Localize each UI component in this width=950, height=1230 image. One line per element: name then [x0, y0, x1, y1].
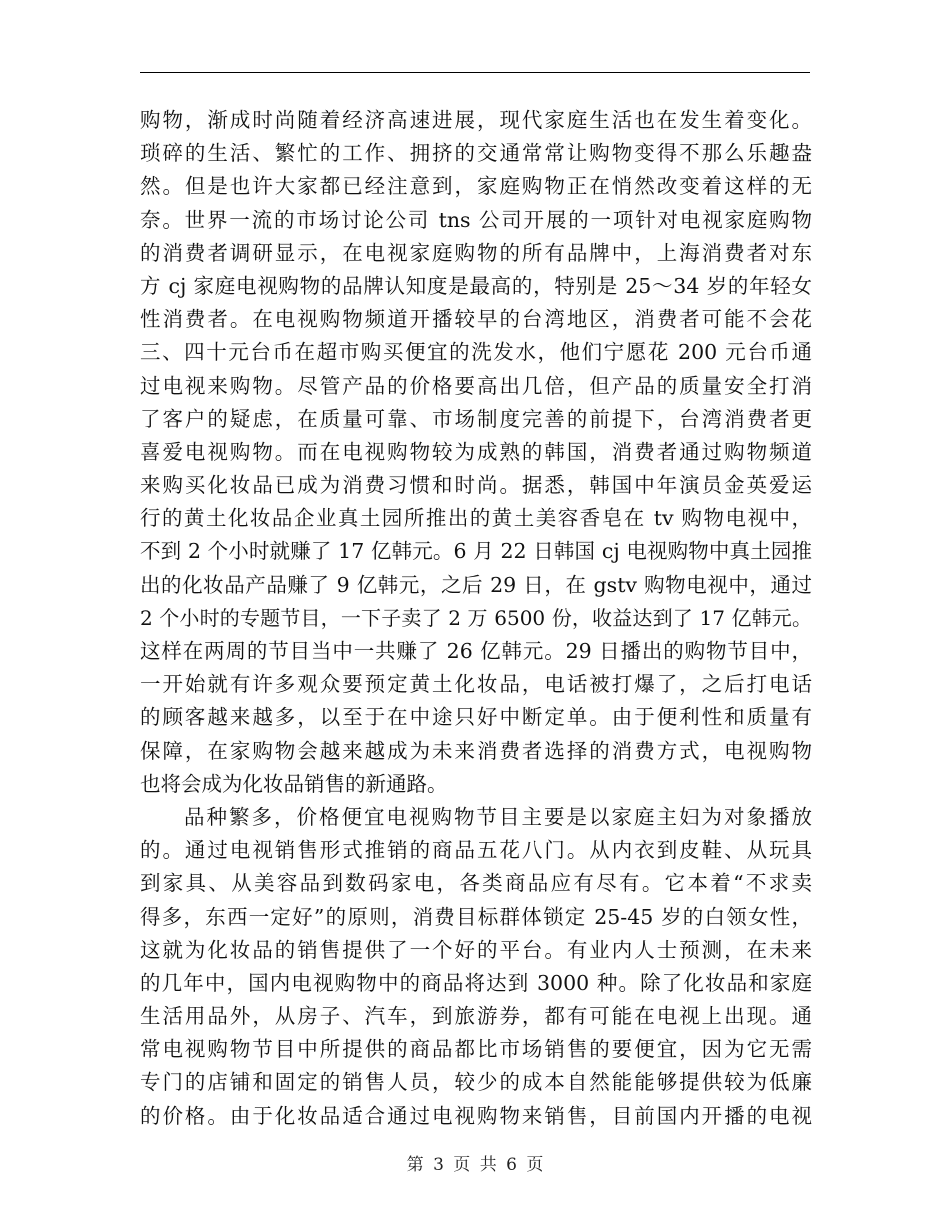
text-line-17: 这样在两周的节目当中一共赚了 26 亿韩元。29 日播出的购物节目中，: [140, 639, 812, 663]
text-line-25: 得多，东西一定好”的原则，消费目标群体锁定 25-45 岁的白领女性，: [140, 904, 812, 929]
text-line-16: 2 个小时的专题节目，一下子卖了 2 万 6500 份，收益达到了 17 亿韩元。: [140, 605, 812, 630]
document-body: [140, 104, 812, 1133]
text-line-2: 琐碎的生活、繁忙的工作、拥挤的交通常常让购物变得不那么乐趣盎: [140, 141, 812, 166]
text-line-15: 出的化妆品产品赚了 9 亿韩元，之后 29 日，在 gstv 购物电视中，通过: [140, 572, 812, 597]
text-line-11: 喜爱电视购物。而在电视购物较为成熟的韩国，消费者通过购物频道: [140, 439, 812, 464]
text-line-7: 性消费者。在电视购物频道开播较早的台湾地区，消费者可能不会花: [140, 307, 812, 332]
text-line-23: 的。通过电视销售形式推销的商品五花八门。从内衣到皮鞋、从玩具: [140, 838, 812, 863]
text-line-3: 然。但是也许大家都已经注意到，家庭购物正在悄然改变着这样的无: [140, 174, 812, 199]
text-line-21: 也将会成为化妆品销售的新通路。: [140, 771, 448, 796]
text-line-5: 的消费者调研显示，在电视家庭购物的所有品牌中，上海消费者对东: [140, 240, 812, 265]
text-line-30: 专门的店铺和固定的销售人员，较少的成本自然能能够提供较为低廉: [140, 1070, 812, 1095]
text-line-22: 品种繁多，价格便宜电视购物节目主要是以家庭主妇为对象播放: [184, 804, 812, 829]
text-line-26: 这就为化妆品的销售提供了一个好的平台。有业内人士预测，在未来: [140, 937, 812, 962]
text-line-19: 的顾客越来越多，以至于在中途只好中断定单。由于便利性和质量有: [140, 705, 812, 730]
page-number-footer: 第 3 页 共 6 页: [406, 1155, 544, 1175]
text-line-1: 购物，渐成时尚随着经济高速进展，现代家庭生活也在发生着变化。: [140, 108, 812, 132]
text-line-6: 方 cj 家庭电视购物的品牌认知度是最高的，特别是 25～34 岁的年轻女: [140, 273, 812, 298]
text-line-18: 一开始就有许多观众要预定黄土化妆品，电话被打爆了，之后打电话: [140, 672, 812, 697]
text-line-31: 的价格。由于化妆品适合通过电视购物来销售，目前国内开播的电视: [140, 1103, 812, 1128]
text-line-9: 过电视来购物。尽管产品的价格要高出几倍，但产品的质量安全打消: [140, 373, 812, 398]
text-line-20: 保障，在家购物会越来越成为未来消费者选择的消费方式，电视购物: [140, 738, 812, 763]
text-line-14: 不到 2 个小时就赚了 17 亿韩元。6 月 22 日韩国 cj 电视购物中真土园推: [140, 539, 812, 564]
text-line-29: 常电视购物节目中所提供的商品都比市场销售的要便宜，因为它无需: [140, 1037, 812, 1062]
text-line-8: 三、四十元台币在超市购买便宜的洗发水，他们宁愿花 200 元台币通: [140, 340, 812, 365]
text-line-12: 来购买化妆品已成为消费习惯和时尚。据悉，韩国中年演员金英爱运: [140, 473, 812, 498]
text-line-13: 行的黄土化妆品企业真土园所推出的黄土美容香皂在 tv 购物电视中，: [140, 506, 812, 531]
text-line-28: 生活用品外，从房子、汽车，到旅游券，都有可能在电视上出现。通: [140, 1004, 812, 1029]
text-line-10: 了客户的疑虑，在质量可靠、市场制度完善的前提下，台湾消费者更: [140, 406, 812, 431]
text-line-24: 到家具、从美容品到数码家电，各类商品应有尽有。它本着“不求卖: [140, 871, 812, 896]
text-line-27: 的几年中，国内电视购物中的商品将达到 3000 种。除了化妆品和家庭: [140, 970, 812, 995]
header-rule: [140, 72, 810, 73]
text-line-4: 奈。世界一流的市场讨论公司 tns 公司开展的一项针对电视家庭购物: [140, 207, 812, 232]
